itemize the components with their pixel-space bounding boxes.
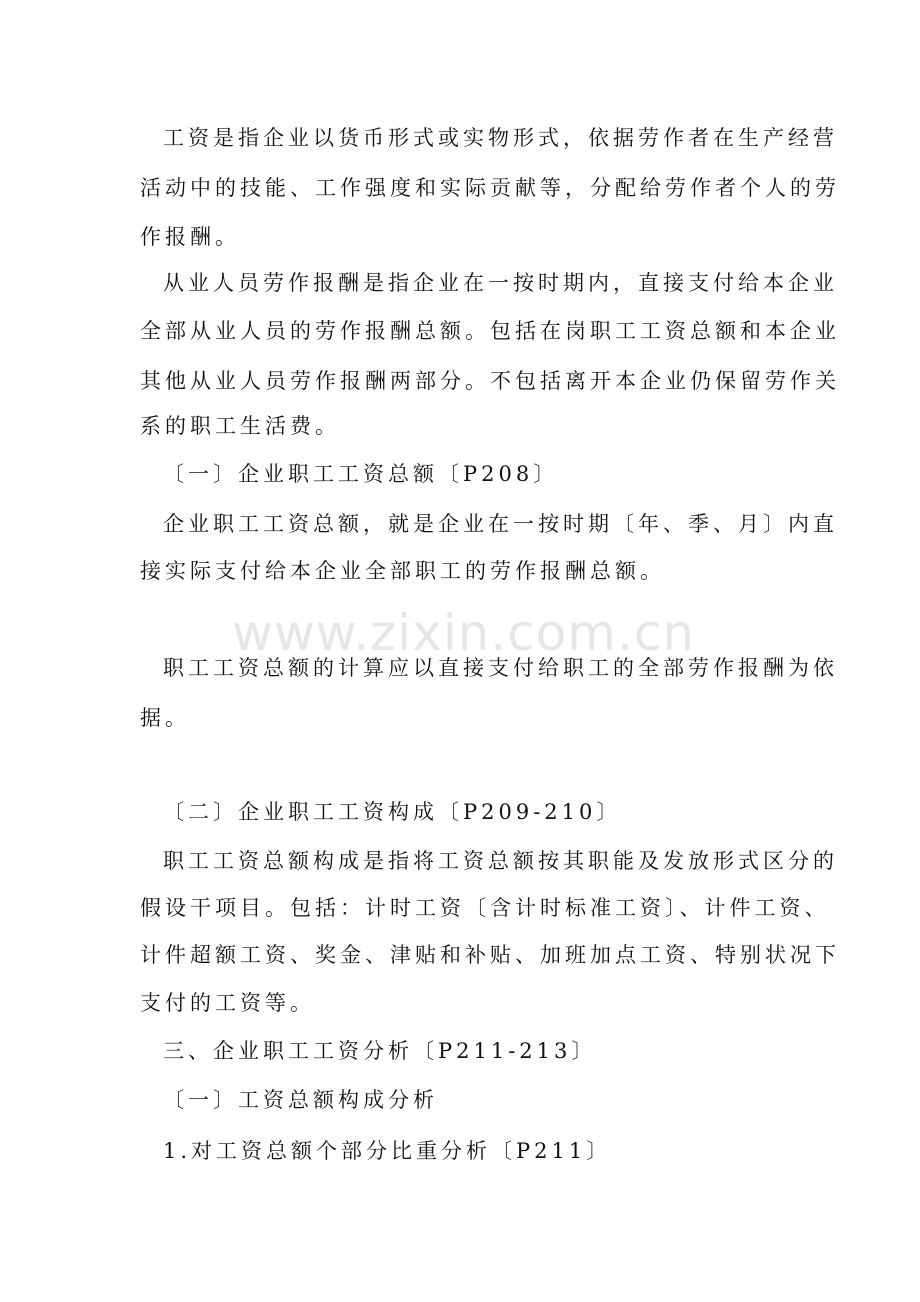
paragraph-line: 职工工资总额构成是指将工资总额按其职能及发放形式区分的 — [163, 849, 838, 873]
paragraph-line: 支付的工资等。 — [140, 991, 315, 1015]
paragraph-line: 工资是指企业以货币形式或实物形式，依据劳作者在生产经营 — [163, 126, 838, 150]
paragraph-line: 从业人员劳作报酬是指企业在一按时期内，直接支付给本企业 — [163, 271, 838, 295]
paragraph-line: 企业职工工资总额，就是企业在一按时期〔年、季、月〕内直 — [163, 512, 838, 536]
watermark: www.zixin.com.cn — [232, 604, 696, 662]
paragraph-line: 作报酬。 — [140, 225, 240, 249]
paragraph-line: 据。 — [140, 706, 190, 730]
subsection-heading: 〔一〕工资总额构成分析 — [163, 1088, 438, 1112]
subsection-heading: 1.对工资总额个部分比重分析〔P211〕 — [163, 1139, 612, 1163]
paragraph-line: 假设干项目。包括：计时工资〔含计时标准工资〕、计件工资、 — [140, 896, 830, 920]
paragraph-line: 系的职工生活费。 — [140, 414, 340, 438]
paragraph-line: 活动中的技能、工作强度和实际贡献等，分配给劳作者个人的劳 — [140, 176, 840, 200]
section-heading: 三、企业职工工资分析〔P211-213〕 — [163, 1039, 597, 1063]
section-heading: 〔二〕企业职工工资构成〔P209-210〕 — [163, 800, 622, 824]
paragraph-line: 职工工资总额的计算应以直接支付给职工的全部劳作报酬为依 — [163, 656, 838, 680]
paragraph-line: 接实际支付给本企业全部职工的劳作报酬总额。 — [140, 559, 665, 583]
paragraph-line: 全部从业人员的劳作报酬总额。包括在岗职工工资总额和本企业 — [140, 319, 840, 343]
paragraph-line: 计件超额工资、奖金、津贴和补贴、加班加点工资、特别状况下 — [140, 943, 840, 967]
paragraph-line: 其他从业人员劳作报酬两部分。不包括离开本企业仍保留劳作关 — [140, 369, 840, 393]
section-heading: 〔一〕企业职工工资总额〔P208〕 — [163, 462, 559, 486]
